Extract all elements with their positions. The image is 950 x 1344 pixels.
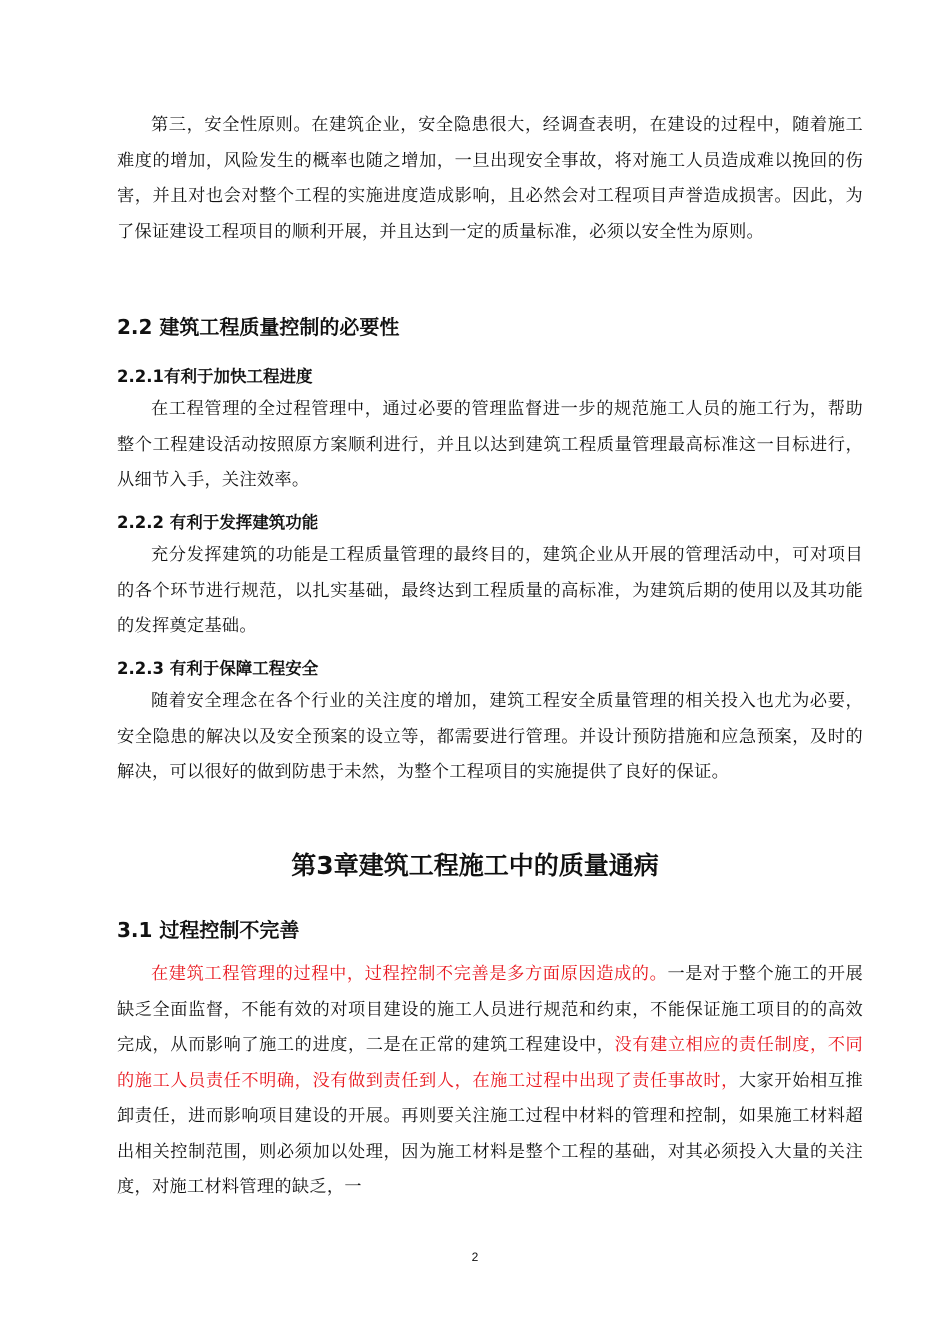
paragraph-2-2-3 xyxy=(117,684,863,791)
paragraph-text: 充分发挥建筑的功能是工程质量管理的最终目的，建筑企业从开展的管理活动中，可对项目的各个环节进行规范，以扎实基础，最终达到工程质量的高标准，为建筑后期的使用以及其功能的发挥奠定基础。 xyxy=(117,545,863,636)
paragraph-text: 在工程管理的全过程管理中，通过必要的管理监督进一步的规范施工人员的施工行为，帮助整个工程建设活动按照原方案顺利进行，并且以达到建筑工程质量管理最高标准这一目标进行，从细节入手，关注效率。 xyxy=(117,399,863,490)
subsection-title: 2.2.1有利于加快工程进度 xyxy=(117,367,313,386)
section-2-2-2-heading xyxy=(117,509,863,533)
paragraph-text: 第三，安全性原则。在建筑企业，安全隐患很大，经调查表明，在建设的过程中，随着施工难度的增加，风险发生的概率也随之增加，一旦出现安全事故，将对施工人员造成难以挽回的伤害，并且对也会对整个工程的实施进度造成影响，且必然会对工程项目声誉造成损害。因此，为了保证建设工程项目的顺利开展，并且达到一定的质量标准，必须以安全性为原则。 xyxy=(117,115,863,242)
paragraph-3-1 xyxy=(117,957,863,1206)
paragraph-2-2-2 xyxy=(117,538,863,645)
paragraph-text xyxy=(117,957,863,1206)
normal-text: 大家开始相互推卸责任，进而影响项目建设的开展。再则要关注施工过程中材料的管理和控制，如果施工材料超出相关控制范围，则必须加以处理，因为施工材料是整个工程的基础，对其必须投入大量的关注度，对施工材料管理的缺乏，一 xyxy=(117,1070,863,1197)
chapter-3-title: 第3章建筑工程施工中的质量通病 xyxy=(291,851,659,880)
section-title: 2.2 建筑工程质量控制的必要性 xyxy=(117,315,400,339)
subsection-title: 2.2.2 有利于发挥建筑功能 xyxy=(117,513,319,532)
page-number: 2 xyxy=(471,1250,479,1264)
section-title: 3.1 过程控制不完善 xyxy=(117,918,300,942)
subsection-title: 2.2.3 有利于保障工程安全 xyxy=(117,659,319,678)
section-3-1-heading xyxy=(117,914,863,943)
section-2-2-1-heading xyxy=(117,363,863,387)
normal-text: 一是对于整个施工的开展缺乏全面监督，不能有效的对项目建设的施工人员进行规范和约束，不能保证施工项目的的高效完成，从而影响了施工的进度，二是在正常的建筑工程建设中， xyxy=(117,964,864,1055)
highlighted-text: 在建筑工程管理的过程中，过程控制不完善是多方面原因造成的。 xyxy=(151,964,668,984)
paragraph-2-2-1 xyxy=(117,392,863,499)
section-2-2-heading xyxy=(117,311,863,340)
paragraph-text: 随着安全理念在各个行业的关注度的增加，建筑工程安全质量管理的相关投入也尤为必要，安全隐患的解决以及安全预案的设立等，都需要进行管理。并设计预防措施和应急预案，及时的解决，可以很好的做到防患于未然，为整个工程项目的实施提供了良好的保证。 xyxy=(117,691,863,782)
section-2-2-3-heading xyxy=(117,655,863,679)
highlighted-text: 没有建立相应的责任制度，不同的施工人员责任不明确，没有做到责任到人，在施工过程中出现了责任事故时， xyxy=(117,1035,864,1091)
paragraph-safety-principle xyxy=(117,108,863,250)
